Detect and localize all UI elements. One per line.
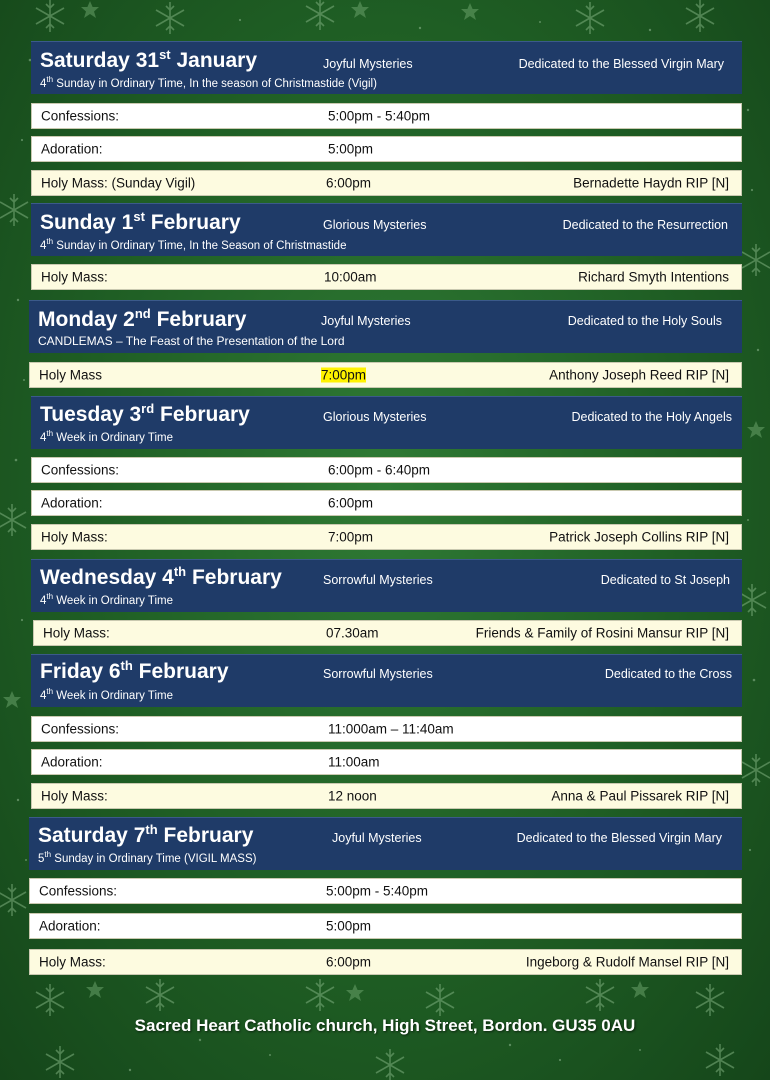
- row-label: Holy Mass:: [41, 269, 108, 285]
- liturgical-note: 4th Sunday in Ordinary Time, In the Season of Christmastide: [40, 237, 347, 252]
- row-time: 6:00pm: [326, 954, 372, 970]
- day-header: [29, 300, 742, 353]
- row-time: 07.30am: [326, 625, 379, 641]
- row-intention: Patrick Joseph Collins RIP [N]: [549, 529, 729, 545]
- row-intention: Anthony Joseph Reed RIP [N]: [549, 367, 729, 383]
- day-header: [31, 654, 742, 707]
- row-intention: Richard Smyth Intentions: [578, 269, 729, 285]
- day-header: [31, 203, 742, 256]
- mass-row: [29, 949, 742, 975]
- row-time-highlighted: 7:00pm: [321, 367, 367, 383]
- row-label: Holy Mass: (Sunday Vigil): [41, 175, 196, 191]
- mass-row: [31, 524, 742, 550]
- row-time: 11:000am – 11:40am: [328, 721, 454, 737]
- row-label: Holy Mass:: [41, 529, 108, 545]
- dedication: Dedicated to the Holy Souls: [567, 314, 722, 328]
- day-header: [31, 396, 742, 449]
- dedication: Dedicated to the Resurrection: [562, 218, 728, 232]
- row-intention: Ingeborg & Rudolf Mansel RIP [N]: [525, 954, 729, 970]
- row-intention: Friends & Family of Rosini Mansur RIP [N]: [475, 625, 729, 641]
- liturgical-note: 4th Week in Ordinary Time: [40, 592, 174, 607]
- liturgical-note: CANDLEMAS – The Feast of the Presentation of the Lord: [38, 334, 345, 348]
- row-label: Adoration:: [41, 754, 103, 770]
- dedication: Dedicated to the Blessed Virgin Mary: [518, 57, 724, 71]
- mysteries: Glorious Mysteries: [323, 218, 427, 232]
- schedule-row: [31, 716, 742, 742]
- day-header: [31, 41, 742, 94]
- schedule-row: [31, 103, 742, 129]
- row-label: Adoration:: [41, 141, 103, 157]
- mass-row: [31, 264, 742, 290]
- mysteries: Joyful Mysteries: [321, 314, 411, 328]
- row-time: 5:00pm: [326, 918, 372, 934]
- day-title: Wednesday 4th February: [40, 564, 282, 589]
- day-title: Tuesday 3rd February: [40, 401, 250, 426]
- schedule-row: [31, 749, 742, 775]
- dedication: Dedicated to the Blessed Virgin Mary: [516, 831, 722, 845]
- liturgical-note: 4th Sunday in Ordinary Time, In the season of Christmastide (Vigil): [40, 75, 377, 90]
- day-title: Saturday 7th February: [38, 822, 254, 847]
- row-label: Confessions:: [41, 462, 120, 478]
- mysteries: Sorrowful Mysteries: [323, 667, 433, 681]
- day-title: Sunday 1st February: [40, 209, 241, 234]
- day-header: [31, 559, 742, 612]
- mass-row: [31, 783, 742, 809]
- row-label: Holy Mass:: [39, 954, 106, 970]
- schedule-row: [31, 457, 742, 483]
- row-time: 11:00am: [328, 754, 380, 770]
- mass-row: [33, 620, 742, 646]
- row-label: Adoration:: [39, 918, 101, 934]
- liturgical-note: 5th Sunday in Ordinary Time (VIGIL MASS): [38, 850, 257, 865]
- church-address: Sacred Heart Catholic church, High Street, Bordon. GU35 0AU: [134, 1016, 636, 1035]
- schedule-row: [29, 878, 742, 904]
- schedule-row: [29, 913, 742, 939]
- row-time: 5:00pm - 5:40pm: [326, 883, 429, 899]
- row-intention: Anna & Paul Pissarek RIP [N]: [551, 788, 729, 804]
- day-title: Friday 6th February: [40, 658, 229, 683]
- mass-row: [31, 170, 742, 196]
- row-label: Confessions:: [41, 721, 120, 737]
- row-label: Holy Mass:: [41, 788, 108, 804]
- liturgical-note: 4th Week in Ordinary Time: [40, 687, 174, 702]
- row-label: Holy Mass:: [43, 625, 110, 641]
- mass-row: [29, 362, 742, 388]
- row-time: 6:00pm: [326, 175, 372, 191]
- row-time: 6:00pm: [328, 495, 374, 511]
- dedication: Dedicated to the Holy Angels: [571, 410, 732, 424]
- day-header: [29, 817, 742, 870]
- day-title: Monday 2nd February: [38, 306, 247, 331]
- row-time: 7:00pm: [328, 529, 374, 545]
- schedule-row: [31, 136, 742, 162]
- dedication: Dedicated to St Joseph: [600, 573, 730, 587]
- dedication: Dedicated to the Cross: [604, 667, 732, 681]
- row-label: Holy Mass: [39, 367, 103, 383]
- row-label: Confessions:: [41, 108, 120, 124]
- mysteries: Sorrowful Mysteries: [323, 573, 433, 587]
- row-time: 5:00pm: [328, 141, 374, 157]
- liturgical-note: 4th Week in Ordinary Time: [40, 429, 174, 444]
- row-time: 5:00pm - 5:40pm: [328, 108, 431, 124]
- row-label: Adoration:: [41, 495, 103, 511]
- mysteries: Glorious Mysteries: [323, 410, 427, 424]
- mysteries: Joyful Mysteries: [323, 57, 413, 71]
- row-time: 10:00am: [324, 269, 377, 285]
- day-title: Saturday 31st January: [40, 47, 258, 72]
- row-label: Confessions:: [39, 883, 118, 899]
- row-time: 12 noon: [328, 788, 377, 804]
- row-time: 6:00pm - 6:40pm: [328, 462, 431, 478]
- mysteries: Joyful Mysteries: [332, 831, 422, 845]
- row-intention: Bernadette Haydn RIP [N]: [573, 175, 729, 191]
- schedule-row: [31, 490, 742, 516]
